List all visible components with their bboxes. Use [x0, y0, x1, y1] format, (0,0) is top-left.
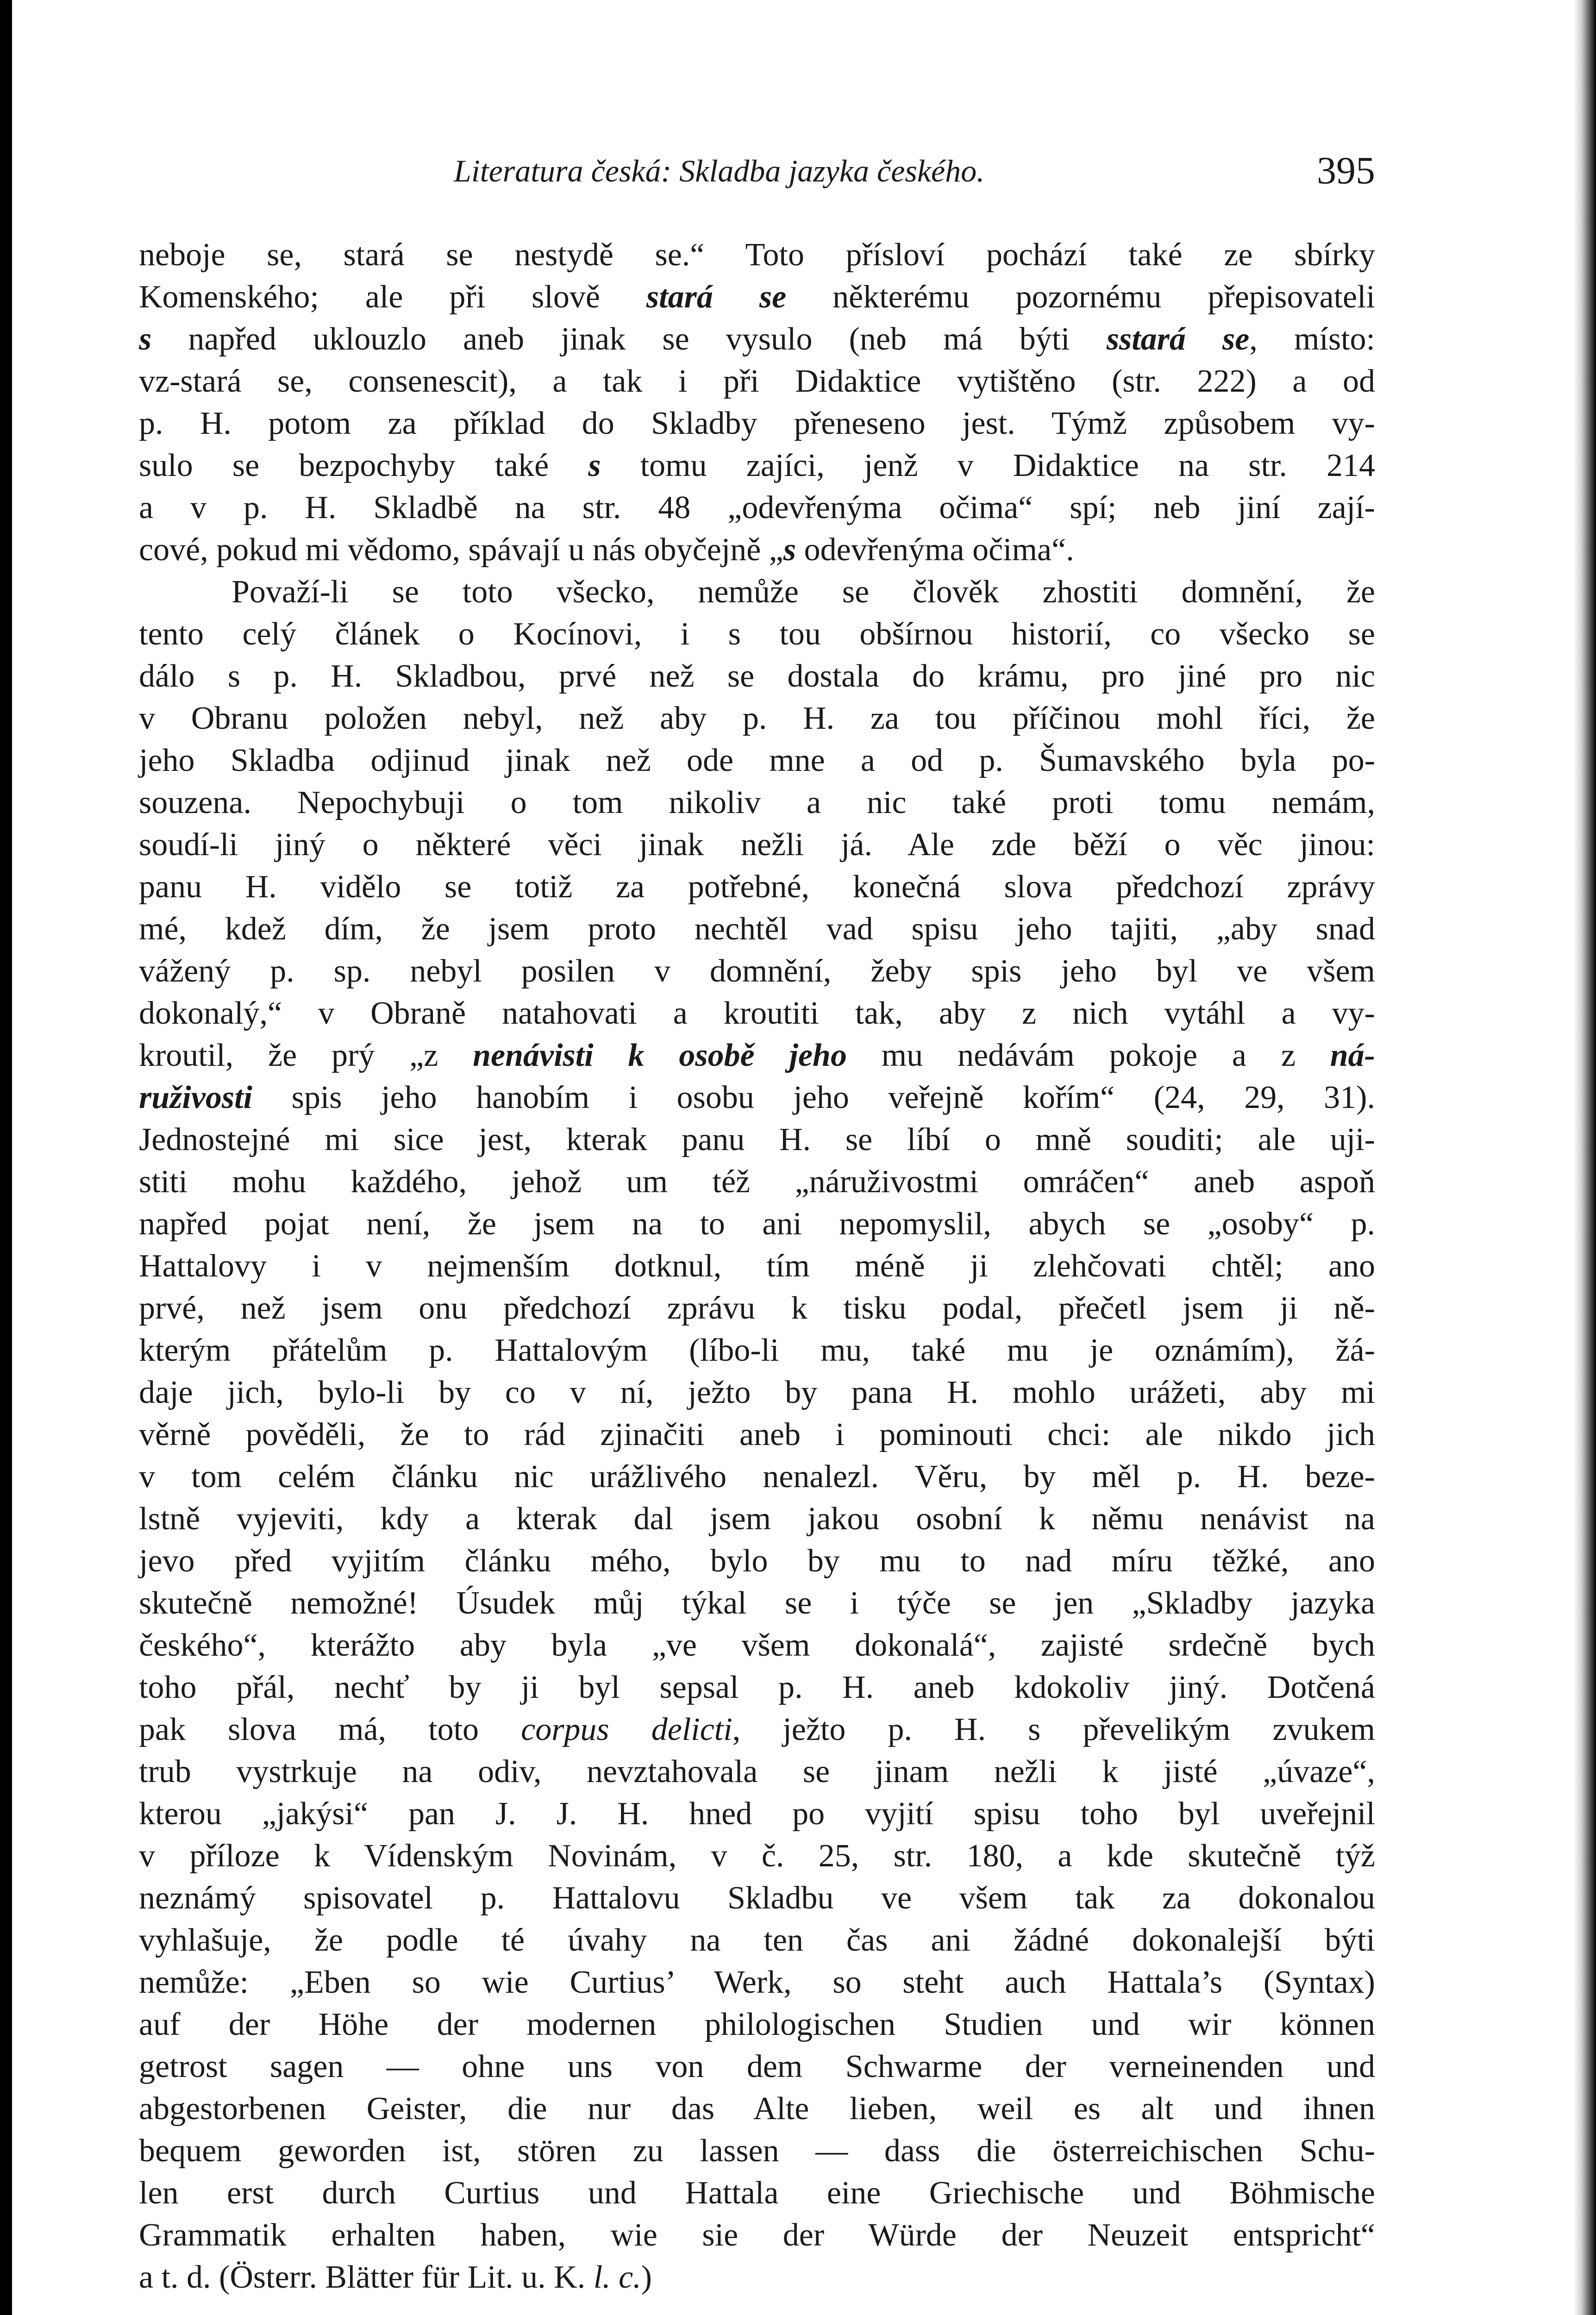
text-line	[139, 529, 1375, 571]
text-run: v příloze k Vídenským Novinám, v č. 25, str. 180, a kde skutečně týž	[139, 1838, 1375, 1874]
text-run: bequem geworden ist, stören zu lassen — dass die österreichischen Schu-	[139, 2133, 1375, 2169]
text-run: věrně pověděli, že to rád zjinačiti aneb i pominouti chci: ale nikdo jich	[139, 1417, 1375, 1452]
page-header	[139, 148, 1375, 208]
text-run: napřed pojat není, že jsem na to ani nepomyslil, abych se „osoby“ p.	[139, 1206, 1375, 1242]
italic-text-run: s	[588, 448, 601, 483]
text-run: auf der Höhe der modernen philologischen Studien und wir können	[139, 2007, 1375, 2042]
text-line	[139, 1076, 1375, 1119]
text-line	[139, 1329, 1375, 1371]
italic-text-run: s	[139, 321, 152, 357]
text-line	[139, 571, 1375, 613]
text-run: cové, pokud mi vědomo, spávají u nás obyčejně „	[139, 532, 783, 568]
text-run: , místo:	[1249, 321, 1375, 357]
text-line	[139, 908, 1375, 950]
text-run: Považí-li se toto všecko, nemůže se člověk zhostiti domnění, že	[232, 574, 1375, 610]
text-line	[139, 1119, 1375, 1161]
text-line	[139, 1498, 1375, 1540]
text-run: daje jich, bylo-li by co v ní, ježto by pana H. mohlo urážeti, aby mi	[139, 1375, 1375, 1410]
text-run: tento celý článek o Kocínovi, i s tou obšírnou historií, co všecko se	[139, 616, 1375, 652]
text-run: některému pozornému přepisovateli	[786, 279, 1375, 315]
text-run: a t. d. (Österr. Blätter für Lit. u. K.	[139, 2259, 594, 2295]
text-run: kterou „jakýsi“ pan J. J. H. hned po vyjití spisu toho byl uveřejnil	[139, 1796, 1375, 1832]
text-run: pak slova má, toto	[139, 1712, 521, 1747]
text-run: v tom celém článku nic urážlivého nenalezl. Věru, by měl p. H. beze-	[139, 1459, 1375, 1495]
scan-right-border	[1574, 0, 1596, 2315]
text-run: getrost sagen — ohne uns von dem Schwarme der verneinenden und	[139, 2049, 1375, 2084]
text-run: neboje se, stará se nestydě se.“ Toto přísloví pochází také ze sbírky	[139, 237, 1375, 273]
text-line	[139, 2046, 1375, 2088]
text-run: len erst durch Curtius und Hattala eine Griechische und Böhmische	[139, 2175, 1375, 2211]
italic-text-run: ruživosti	[139, 1080, 253, 1115]
text-line	[139, 1371, 1375, 1414]
text-line	[139, 1835, 1375, 1877]
text-line	[139, 1540, 1375, 1582]
text-line	[139, 655, 1375, 697]
text-line	[139, 1203, 1375, 1245]
text-run: nemůže: „Eben so wie Curtius’ Werk, so steht auch Hattala’s (Syntax)	[139, 1965, 1375, 2000]
text-line	[139, 2088, 1375, 2130]
text-run: skutečně nemožné! Úsudek můj týkal se i týče se jen „Skladby jazyka	[139, 1585, 1375, 1621]
text-run: vz-stará se, consenescit), a tak i při Didaktice vytištěno (str. 222) a od	[139, 363, 1375, 399]
text-line	[139, 2172, 1375, 2214]
text-line	[139, 360, 1375, 402]
text-run: neznámý spisovatel p. Hattalovu Skladbu ve všem tak za dokonalou	[139, 1880, 1375, 1916]
text-run: soudí-li jiný o některé věci jinak nežli já. Ale zde běží o věc jinou:	[139, 827, 1375, 863]
italic-text-run: l. c.	[593, 2259, 641, 2295]
text-line	[139, 992, 1375, 1034]
italic-text-run: stará se	[646, 279, 787, 315]
text-line	[139, 739, 1375, 782]
text-line	[139, 782, 1375, 824]
text-line	[139, 1287, 1375, 1329]
text-run: panu H. vidělo se totiž za potřebné, konečná slova předchozí zprávy	[139, 869, 1375, 905]
text-line	[139, 276, 1375, 318]
text-run: abgestorbenen Geister, die nur das Alte lieben, weil es alt und ihnen	[139, 2091, 1375, 2127]
text-line	[139, 1793, 1375, 1835]
text-line	[139, 950, 1375, 992]
text-line	[139, 444, 1375, 487]
page-number: 395	[1317, 149, 1375, 192]
italic-text-run: ná-	[1330, 1038, 1375, 1073]
text-run: p. H. potom za příklad do Skladby přeneseno jest. Týmž způsobem vy-	[139, 406, 1375, 441]
italic-text-run: corpus delicti	[521, 1712, 732, 1747]
text-line	[139, 2130, 1375, 2172]
text-run: trub vystrkuje na odiv, nevztahovala se jinam nežli k jisté „úvaze“,	[139, 1754, 1375, 1789]
text-line	[139, 2003, 1375, 2046]
text-run: Hattalovy i v nejmenším dotknul, tím méně ji zlehčovati chtěl; ano	[139, 1248, 1375, 1284]
text-run: kroutil, že prý „z	[139, 1038, 473, 1073]
text-line	[139, 1919, 1375, 1961]
text-run: lstně vyjeviti, kdy a kterak dal jsem jakou osobní k němu nenávist na	[139, 1501, 1375, 1537]
text-run: napřed uklouzlo aneb jinak se vysulo (neb má býti	[151, 321, 1107, 357]
text-run: jevo před vyjitím článku mého, bylo by mu to nad míru těžké, ano	[139, 1543, 1375, 1579]
text-run: souzena. Nepochybuji o tom nikoliv a nic také proti tomu nemám,	[139, 785, 1375, 820]
italic-text-run: sstará se	[1106, 321, 1250, 357]
text-line	[139, 1582, 1375, 1624]
text-run: jeho Skladba odjinud jinak než ode mne a od p. Šumavského byla po-	[139, 743, 1375, 778]
text-line	[139, 1624, 1375, 1666]
text-line	[139, 1245, 1375, 1287]
text-run: spis jeho hanobím i osobu jeho veřejně kořím“ (24, 29, 31).	[252, 1080, 1375, 1115]
text-run: dokonalý,“ v Obraně natahovati a kroutiti tak, aby z nich vytáhl a vy-	[139, 995, 1375, 1031]
italic-text-run: s	[783, 532, 796, 568]
text-run: mu nedávám pokoje a z	[846, 1038, 1330, 1073]
text-line	[139, 234, 1375, 276]
text-line	[139, 1708, 1375, 1751]
text-line	[139, 318, 1375, 360]
text-run: mé, kdež dím, že jsem proto nechtěl vad spisu jeho tajiti, „aby snad	[139, 911, 1375, 947]
text-line	[139, 1961, 1375, 2003]
text-line	[139, 1414, 1375, 1456]
text-run: a v p. H. Skladbě na str. 48 „odevřenýma očima“ spí; neb jiní zají-	[139, 490, 1375, 526]
text-run: tomu zajíci, jenž v Didaktice na str. 214	[601, 448, 1375, 483]
text-line	[139, 402, 1375, 444]
text-run: českého“, kterážto aby byla „ve všem dokonalá“, zajisté srdečně bych	[139, 1627, 1375, 1663]
text-line	[139, 1751, 1375, 1793]
text-run: Komenského; ale při slově	[139, 279, 646, 315]
text-run: kterým přátelům p. Hattalovým (líbo-li mu, také mu je oznámím), žá-	[139, 1333, 1375, 1368]
text-line	[139, 2256, 1375, 2298]
italic-text-run: nenávisti k osobě jeho	[473, 1038, 847, 1073]
text-line	[139, 1456, 1375, 1498]
text-run: vážený p. sp. nebyl posilen v domnění, žeby spis jeho byl ve všem	[139, 953, 1375, 989]
text-run: Grammatik erhalten haben, wie sie der Würde der Neuzeit entspricht“	[139, 2217, 1375, 2253]
text-run: odevřenýma očima“.	[796, 532, 1074, 568]
text-line	[139, 1034, 1375, 1076]
text-line	[139, 2214, 1375, 2256]
text-run: prvé, než jsem onu předchozí zprávu k tisku podal, přečetl jsem ji ně-	[139, 1290, 1375, 1326]
text-run: , ježto p. H. s převelikým zvukem	[732, 1712, 1375, 1747]
text-line	[139, 866, 1375, 908]
text-line	[139, 1877, 1375, 1919]
text-line	[139, 1161, 1375, 1203]
scan-left-border	[0, 0, 12, 2315]
text-line	[139, 1666, 1375, 1708]
text-run: )	[641, 2259, 652, 2295]
body-text	[139, 234, 1375, 2298]
text-run: toho přál, nechť by ji byl sepsal p. H. aneb kdokoliv jiný. Dotčená	[139, 1670, 1375, 1705]
text-run: sulo se bezpochyby také	[139, 448, 588, 483]
text-run: v Obranu položen nebyl, než aby p. H. za tou příčinou mohl říci, že	[139, 701, 1375, 736]
text-run: dálo s p. H. Skladbou, prvé než se dostala do krámu, pro jiné pro nic	[139, 658, 1375, 694]
running-title: Literatura česká: Skladba jazyka českého.	[454, 153, 985, 188]
text-run: stiti mohu každého, jehož um též „náruživostmi omráčen“ aneb aspoň	[139, 1164, 1375, 1200]
text-run: Jednostejné mi sice jest, kterak panu H. se líbí o mně souditi; ale uji-	[139, 1122, 1375, 1158]
text-line	[139, 613, 1375, 655]
text-line	[139, 824, 1375, 866]
text-line	[139, 487, 1375, 529]
text-line	[139, 697, 1375, 739]
text-run: vyhlašuje, že podle té úvahy na ten čas ani žádné dokonalejší býti	[139, 1922, 1375, 1958]
